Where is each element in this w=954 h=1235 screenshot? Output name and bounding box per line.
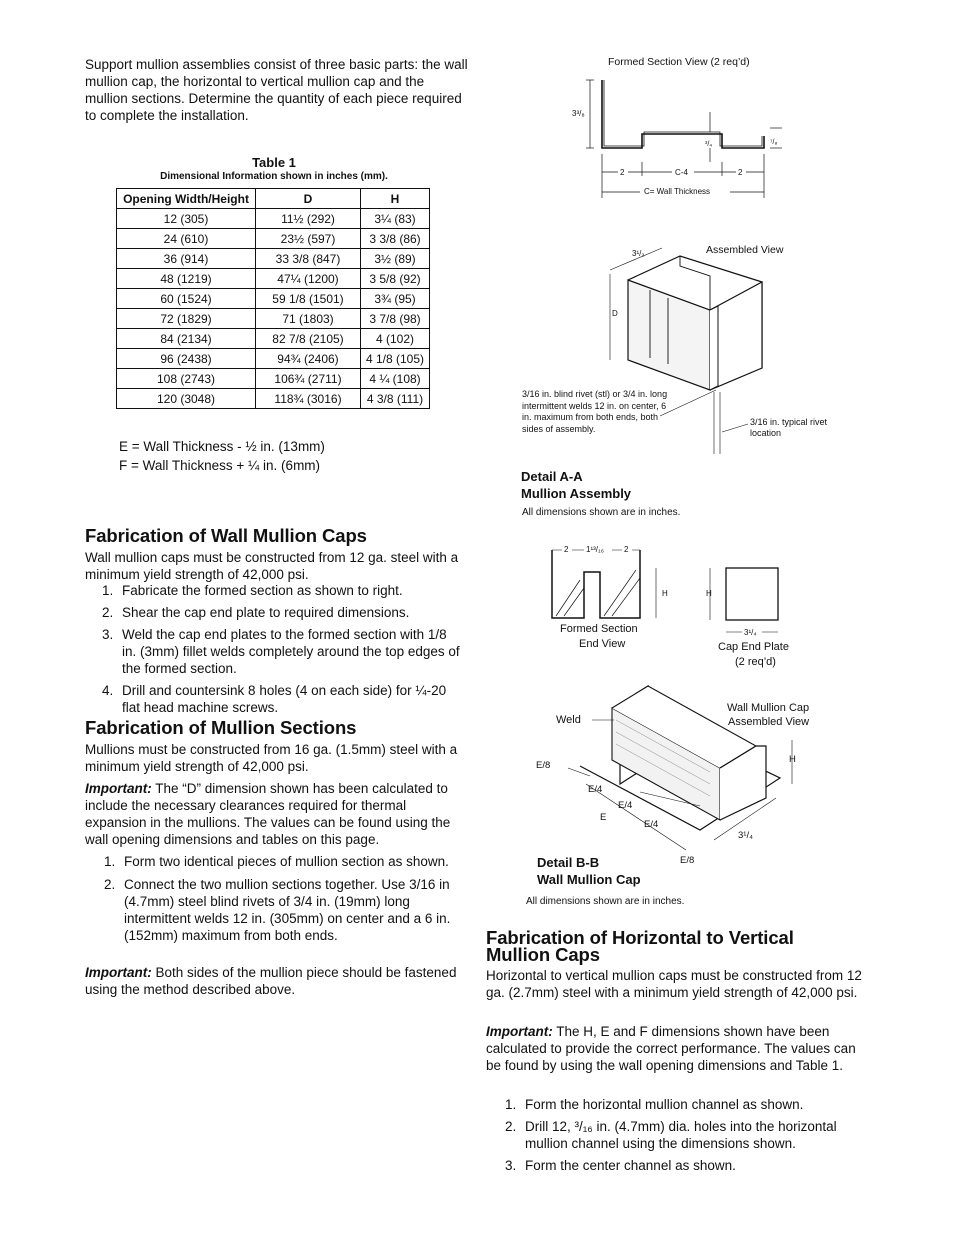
wall-caps-paragraph: Wall mullion caps must be constructed from 12 ga. steel with a minimum yield strength of 42,000 psi.: [85, 550, 459, 582]
leader-line: [660, 390, 716, 416]
important-text: The H, E and F dimensions shown have been calculated to provide the correct performance. The values can be found by using the wall opening dimensions and Table 1.: [486, 1024, 856, 1073]
table-cell: 82 7/8 (2105): [256, 329, 361, 349]
leader-line: [722, 424, 748, 432]
dim-2-b: 2: [624, 545, 629, 554]
cap-end-plate: [726, 568, 778, 620]
step-text: Weld the cap end plates to the formed section with 1/8 in. (3mm) fillet welds completely around the top edges of the formed section.: [122, 627, 460, 676]
table-header-row: [117, 189, 430, 209]
table-cell: 4 3/8 (111): [361, 389, 430, 409]
heading-hv-caps-1: Fabrication of Horizontal to Vertical: [486, 927, 794, 948]
mullion-front-left: [628, 280, 710, 390]
dim-3-1-4-a: 3¹/₄: [744, 628, 757, 637]
dim-h-3: H: [789, 754, 796, 765]
important-label: Important:: [85, 965, 152, 980]
step-text: Form the center channel as shown.: [525, 1158, 736, 1173]
detail-bb-note: All dimensions shown are in inches.: [526, 896, 685, 907]
formed-section-drawing: [560, 72, 800, 202]
dim-h-1: H: [662, 589, 668, 598]
wall-mullion-cap-label-2: Assembled View: [728, 716, 810, 728]
table-row: [117, 289, 430, 309]
hv-caps-paragraph: Horizontal to vertical mullion caps must be constructed from 12 ga. (2.7mm) steel with a minimum yield strength of 42,000 psi.: [486, 968, 862, 1000]
table-header: D: [256, 189, 361, 209]
dimension-table: [116, 188, 430, 409]
table-cell: 3 5/8 (92): [361, 269, 430, 289]
heading-wall-mullion-caps: Fabrication of Wall Mullion Caps: [85, 525, 367, 546]
table-cell: 72 (1829): [117, 309, 256, 329]
table-cell: 60 (1524): [117, 289, 256, 309]
dim-2-right: 2: [738, 168, 743, 177]
step-text: Drill 12, ³/₁₆ in. (4.7mm) dia. holes into the horizontal mullion channel using the dimensions shown.: [525, 1119, 837, 1151]
step-text: Fabricate the formed section as shown to right.: [122, 583, 403, 598]
formed-end-profile: [552, 550, 640, 618]
hv-caps-steps: [505, 1096, 867, 1179]
table-cell: 48 (1219): [117, 269, 256, 289]
table-row: [117, 369, 430, 389]
table-row: [117, 229, 430, 249]
important-label: Important:: [85, 781, 152, 796]
important-label: Important:: [486, 1024, 553, 1039]
table-cell: 108 (2743): [117, 369, 256, 389]
dim-7-8: ⁷/₈: [770, 139, 778, 146]
weld-label: Weld: [556, 714, 581, 726]
typical-rivet-note: 3/16 in. typical rivet location: [750, 417, 828, 438]
table-cell: 120 (3048): [117, 389, 256, 409]
step-number: 2.: [102, 605, 114, 620]
table-row: [117, 389, 430, 409]
step-number: 3.: [102, 627, 114, 642]
list-item: [505, 1096, 867, 1113]
formed-end-label-1: Formed Section: [560, 623, 638, 635]
mullion-flange: [710, 306, 718, 390]
cap-end-plate-label-1: Cap End Plate: [718, 641, 789, 653]
step-number: 4.: [102, 683, 114, 698]
note-e: E = Wall Thickness - ½ in. (13mm): [119, 439, 325, 454]
step-text: Form the horizontal mullion channel as shown.: [525, 1097, 804, 1112]
formed-section-view-title: Formed Section View (2 req’d): [608, 56, 750, 68]
table-cell: 96 (2438): [117, 349, 256, 369]
table-cell: 3¼ (83): [361, 209, 430, 229]
mullion-important-note: [85, 780, 465, 848]
formed-section-profile-inner: [604, 80, 762, 146]
table-cell: 59 1/8 (1501): [256, 289, 361, 309]
mullion-important-note-2: [85, 964, 465, 998]
dim-e: E: [600, 812, 607, 823]
table-cell: 71 (1803): [256, 309, 361, 329]
dim-3-4: ³/₄: [705, 141, 713, 148]
mullion-sections-paragraph: Mullions must be constructed from 16 ga. (1.5mm) steel with a minimum yield strength of 42,000 psi.: [85, 742, 458, 774]
dim-h-2: H: [706, 589, 712, 598]
heading-hv-caps-2: Mullion Caps: [486, 944, 600, 965]
list-item: [505, 1157, 867, 1174]
formed-section-profile: [602, 80, 764, 148]
cap-end-plate-label-2: (2 req’d): [735, 656, 776, 668]
step-number: 2.: [505, 1119, 517, 1134]
table-cell: 84 (2134): [117, 329, 256, 349]
list-item: [102, 682, 464, 716]
important-text: The “D” dimension shown has been calculated to include the necessary clearances required for thermal expansion in the mullions. The values can be found using the wall opening dimensions and tables on this page.: [85, 781, 451, 847]
table-cell: 4 (102): [361, 329, 430, 349]
step-number: 1.: [505, 1097, 517, 1112]
dim-e4-a: E/4: [588, 784, 603, 795]
table-row: [117, 309, 430, 329]
detail-bb-title: Detail B-B: [537, 855, 600, 870]
list-item: [104, 853, 464, 870]
intro-paragraph: Support mullion assemblies consist of three basic parts: the wall mullion cap, the horizontal to vertical mullion cap and the mullion sections. Determine the quantity of each piece required to complete the installation.: [85, 57, 468, 123]
dim-e8-a: E/8: [536, 760, 551, 771]
wall-mullion-cap-label-1: Wall Mullion Cap: [727, 702, 810, 714]
cap-end-plate-drawing: [700, 562, 790, 642]
assembled-view-label: Assembled View: [706, 244, 784, 256]
step-number: 1.: [104, 854, 116, 869]
table-cell: 33 3/8 (847): [256, 249, 361, 269]
formed-section-end-view: [540, 540, 680, 630]
list-item: [104, 876, 464, 944]
table-cell: 12 (305): [117, 209, 256, 229]
table-cell: 47¼ (1200): [256, 269, 361, 289]
table-title: Table 1: [252, 155, 296, 170]
dim-c-wall-thickness: C= Wall Thickness: [644, 187, 711, 196]
dim-e8-b: E/8: [680, 855, 695, 866]
dim-e4-c: E/4: [644, 819, 659, 830]
list-item: [505, 1118, 867, 1152]
table-cell: 4 1/8 (105): [361, 349, 430, 369]
detail-aa-title: Detail A-A: [521, 469, 583, 484]
wall-caps-steps: [102, 582, 464, 721]
heading-mullion-sections: Fabrication of Mullion Sections: [85, 717, 357, 738]
mullion-sections-steps: [104, 853, 464, 949]
formed-end-label-2: End View: [579, 638, 626, 650]
list-item: [102, 582, 464, 599]
dim-d: D: [612, 309, 618, 318]
step-text: Drill and countersink 8 holes (4 on each side) for ¼-20 flat head machine screws.: [122, 683, 447, 715]
table-cell: 24 (610): [117, 229, 256, 249]
table-cell: 3¾ (95): [361, 289, 430, 309]
formed-end-shading: [556, 570, 640, 616]
table-subtitle: Dimensional Information shown in inches (mm).: [160, 171, 388, 182]
dim-3-3-8: 3³/₈: [572, 109, 585, 118]
table-row: [117, 249, 430, 269]
list-item: [102, 604, 464, 621]
table-cell: 3 3/8 (86): [361, 229, 430, 249]
step-number: 1.: [102, 583, 114, 598]
table-row: [117, 349, 430, 369]
table-cell: 118¾ (3016): [256, 389, 361, 409]
hv-important-note: [486, 1023, 870, 1074]
detail-aa-note: All dimensions shown are in inches.: [522, 507, 681, 518]
table-cell: 3½ (89): [361, 249, 430, 269]
table-cell: 4 ¼ (108): [361, 369, 430, 389]
table-row: [117, 329, 430, 349]
table-cell: 36 (914): [117, 249, 256, 269]
dim-e4-b: E/4: [618, 800, 633, 811]
step-text: Connect the two mullion sections together. Use 3/16 in (4.7mm) steel blind rivets of 3/4 in. (19mm) long intermittent welds 12 in. (305mm) on center and a 6 in. (152mm) maximum from both ends.: [124, 877, 451, 943]
step-number: 3.: [505, 1158, 517, 1173]
table-cell: 23½ (597): [256, 229, 361, 249]
table-cell: 106¾ (2711): [256, 369, 361, 389]
table-row: [117, 269, 430, 289]
dim-1-13-16: 1¹³/₁₆: [586, 545, 604, 554]
table-cell: 94¾ (2406): [256, 349, 361, 369]
step-text: Form two identical pieces of mullion section as shown.: [124, 854, 449, 869]
dim-2-left: 2: [620, 168, 625, 177]
rivet-note: 3/16 in. blind rivet (stl) or 3/4 in. long intermittent welds 12 in. on center, 6 in. maximum from both ends, both sides of assembly.: [522, 389, 668, 434]
detail-aa-subtitle: Mullion Assembly: [521, 486, 632, 501]
table-header: Opening Width/Height: [117, 189, 256, 209]
list-item: [102, 626, 464, 677]
dim-3-1-4-b: 3¹/₄: [738, 830, 753, 841]
dim-3-1-2: 3¹/₂: [632, 249, 645, 258]
table-cell: 11½ (292): [256, 209, 361, 229]
important-text: Both sides of the mullion piece should be fastened using the method described above.: [85, 965, 457, 997]
table-row: [117, 209, 430, 229]
step-number: 2.: [104, 877, 116, 892]
dim-2-a: 2: [564, 545, 569, 554]
detail-bb-subtitle: Wall Mullion Cap: [537, 872, 641, 887]
table-header: H: [361, 189, 430, 209]
table-cell: 3 7/8 (98): [361, 309, 430, 329]
step-text: Shear the cap end plate to required dimensions.: [122, 605, 410, 620]
note-f: F = Wall Thickness + ¼ in. (6mm): [119, 458, 321, 473]
dim-c-4: C-4: [675, 168, 688, 177]
